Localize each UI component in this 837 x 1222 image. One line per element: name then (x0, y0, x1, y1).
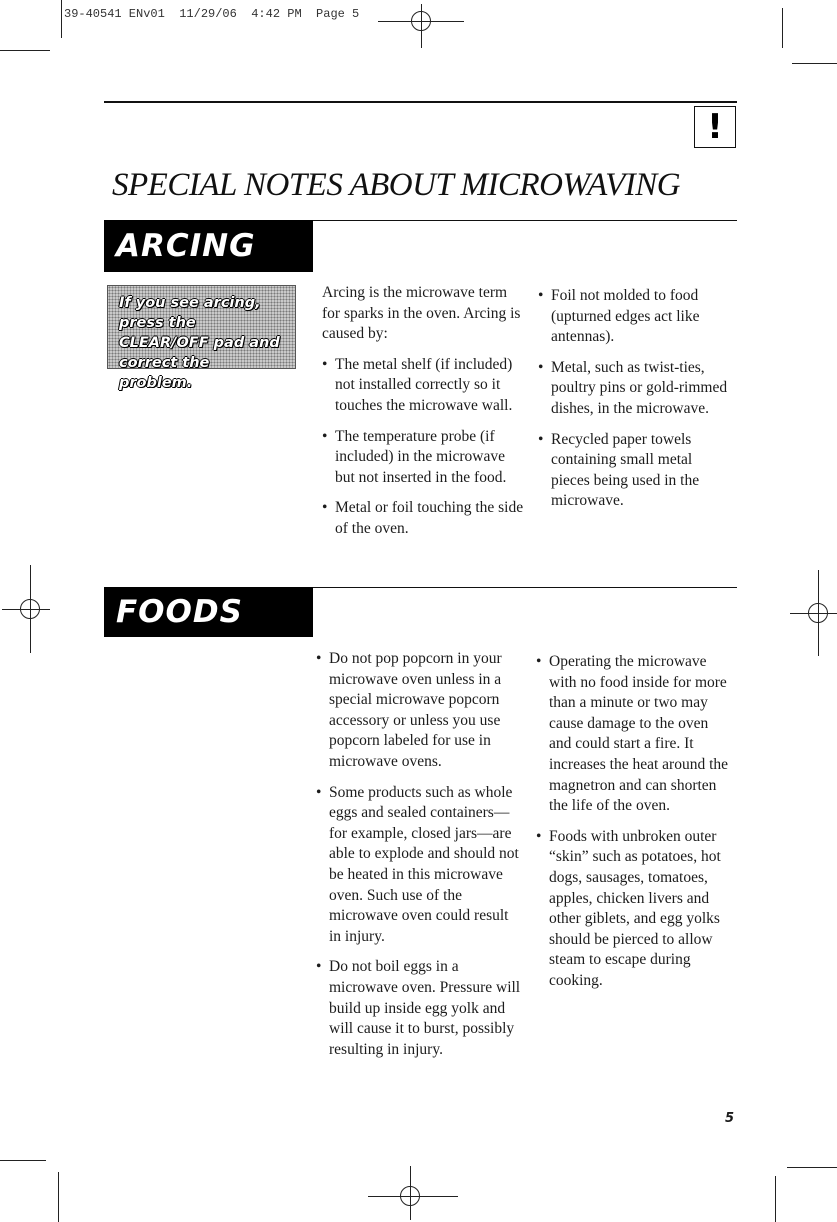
crop-mark (61, 0, 62, 38)
list-item: • Do not boil eggs in a microwave oven. Pressure will build up inside egg yolk and will cause it to burst, possibly resulting in injury. (316, 957, 521, 1060)
crop-mark (0, 50, 50, 51)
registration-line (410, 1166, 411, 1220)
registration-line (2, 609, 50, 610)
crop-mark (782, 8, 783, 48)
page-number: 5 (725, 1111, 735, 1126)
page-title: SPECIAL NOTES ABOUT MICROWAVING (112, 167, 681, 203)
arcing-left-column (322, 283, 527, 550)
list-item: • Operating the microwave with no food inside for more than a minute or two may cause damage to the oven and could start a fire. It increases the heat around the magnetron and can shorten the life of the oven. (536, 652, 734, 817)
list-item: • The metal shelf (if included) not installed correctly so it touches the microwave wall. (322, 355, 527, 417)
crop-mark (58, 1172, 59, 1222)
foods-heading: FOODS (104, 587, 313, 637)
arcing-callout (107, 285, 296, 391)
list-item: • Do not pop popcorn in your microwave oven unless in a special microwave popcorn accessory or unless you use popcorn labeled for use in microwave ovens. (316, 649, 521, 773)
registration-line (421, 4, 422, 48)
crop-mark (787, 1167, 837, 1168)
registration-line (818, 570, 819, 656)
crop-mark (0, 1160, 46, 1161)
callout-text: If you see arcing, press the CLEAR/OFF pad and correct the problem. (119, 295, 280, 391)
list-item: • The temperature probe (if included) in the microwave but not inserted in the food. (322, 427, 527, 489)
arcing-heading: ARCING (104, 220, 313, 272)
crop-mark (775, 1176, 776, 1222)
header-rule (104, 101, 737, 103)
list-item: • Recycled paper towels containing small metal pieces being used in the microwave. (538, 430, 734, 512)
foods-left-column (316, 649, 521, 1070)
list-item: • Some products such as whole eggs and sealed containers—for example, closed jars—are able to explode and should not be heated in this microwave oven. Such use of the microwave oven could result in injury. (316, 783, 521, 948)
registration-line (790, 613, 837, 614)
print-slug: 39-40541 ENv01 11/29/06 4:42 PM Page 5 (64, 7, 360, 21)
crop-mark (792, 63, 837, 64)
list-item: • Metal, such as twist-ties, poultry pins or gold-rimmed dishes, in the microwave. (538, 358, 734, 420)
foods-right-column (536, 652, 734, 1002)
arcing-intro: Arcing is the microwave term for sparks in the oven. Arcing is caused by: (322, 284, 521, 343)
registration-line (368, 1196, 458, 1197)
list-item: • Foods with unbroken outer “skin” such as potatoes, hot dogs, sausages, tomatoes, apples, chicken livers and other giblets, and egg yolks should be pierced to allow steam to escape during cooking. (536, 827, 734, 992)
arcing-right-column (538, 286, 734, 522)
registration-line (30, 565, 31, 653)
exclamation-icon: ! (694, 106, 736, 148)
list-item: • Foil not molded to food (upturned edges act like antennas). (538, 286, 734, 348)
foods-rule (313, 587, 737, 588)
list-item: • Metal or foil touching the side of the oven. (322, 498, 527, 539)
